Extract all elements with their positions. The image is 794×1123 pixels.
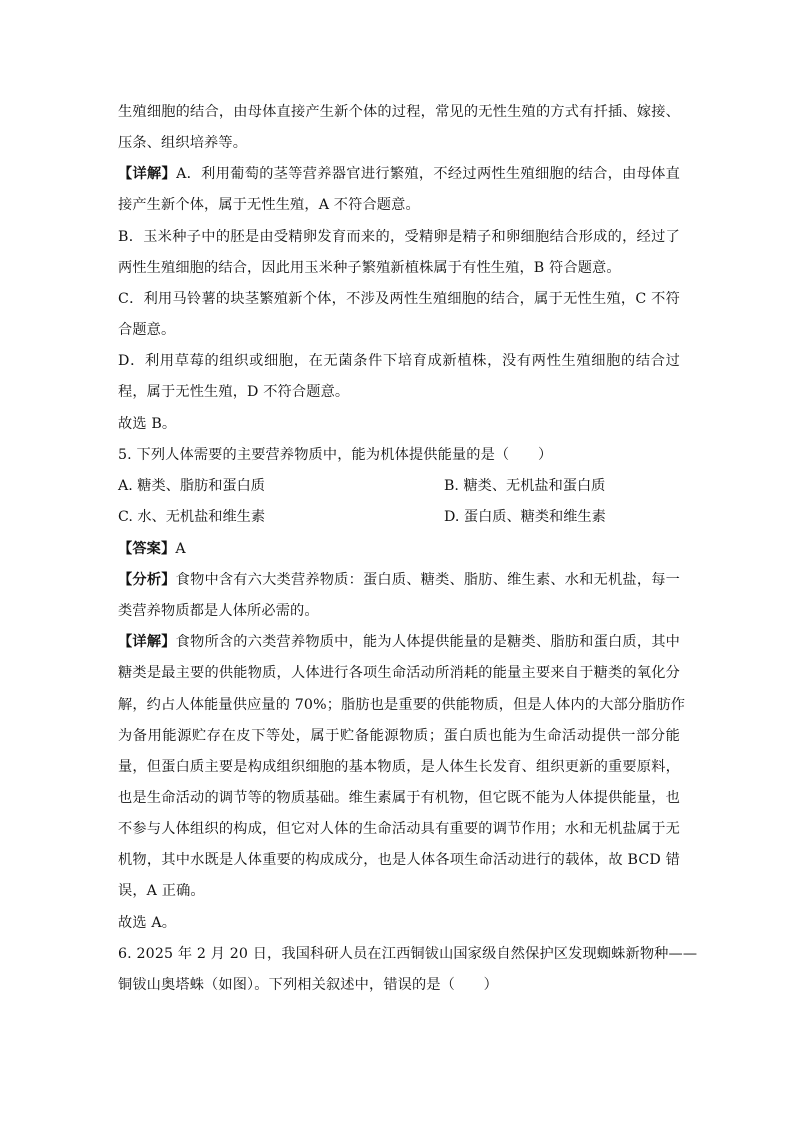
q4-detail-option-a-text: A．利用葡萄的茎等营养器官进行繁殖，不经过两性生殖细胞的结合，由母体直: [176, 166, 680, 182]
q5-analysis-line-1: [118, 570, 680, 590]
q5-option-d: D. 蛋白质、糖类和维生素: [444, 509, 606, 525]
q4-detail-line-6: 合题意。: [118, 322, 176, 338]
q5-answer-line: [118, 539, 186, 559]
q4-detail-line-1: [118, 164, 680, 184]
q5-detail-line-1: [118, 632, 680, 652]
intro-line-1: 生殖细胞的结合，由母体直接产生新个体的过程，常见的无性生殖的方式有扦插、嫁接、: [118, 104, 680, 120]
q4-detail-line-8: 程，属于无性生殖，D 不符合题意。: [118, 384, 350, 400]
q4-conclusion: 故选 B。: [118, 416, 177, 432]
q5-answer: A: [175, 541, 186, 557]
q6-question-line-2: 铜钹山奥塔蛛（如图）。下列相关叙述中，错误的是（ ）: [118, 977, 499, 993]
q6-question-line-1: 6. 2025 年 2 月 20 日，我国科研人员在江西铜钹山国家级自然保护区发现蜘蛛新物种——: [118, 946, 698, 962]
q5-option-c: C. 水、无机盐和维生素: [118, 509, 266, 525]
detail-tag: 【详解】: [118, 634, 176, 650]
q5-analysis-text-1: 食物中含有六大类营养物质：蛋白质、糖类、脂肪、维生素、水和无机盐，每一: [175, 572, 680, 588]
q5-detail-line-4: 为备用能源贮存在皮下等处，属于贮备能源物质；蛋白质也能为生命活动提供一部分能: [118, 728, 680, 744]
q5-analysis-line-2: 类营养物质都是人体所必需的。: [118, 603, 319, 619]
q5-detail-line-8: 机物，其中水既是人体重要的构成成分，也是人体各项生命活动进行的载体，故 BCD 错: [118, 852, 680, 868]
q4-detail-line-3: B．玉米种子中的胚是由受精卵发育而来的，受精卵是精子和卵细胞结合形成的，经过了: [118, 229, 680, 245]
q5-detail-text-1: 食物所含的六类营养物质中，能为人体提供能量的是糖类、脂肪和蛋白质，其中: [175, 634, 680, 650]
detail-tag: 【详解】: [118, 166, 177, 182]
q5-detail-line-6: 也是生命活动的调节等的物质基础。维生素属于有机物，但它既不能为人体提供能量，也: [118, 790, 680, 806]
q4-detail-line-5: C．利用马铃薯的块茎繁殖新个体，不涉及两性生殖细胞的结合，属于无性生殖，C 不符: [118, 291, 680, 307]
q5-option-a: A. 糖类、脂肪和蛋白质: [118, 478, 265, 494]
q4-detail-line-7: D．利用草莓的组织或细胞，在无菌条件下培育成新植株，没有两性生殖细胞的结合过: [118, 353, 680, 369]
q4-detail-line-2: 接产生新个体，属于无性生殖，A 不符合题意。: [118, 197, 420, 213]
q5-conclusion: 故选 A。: [118, 915, 177, 931]
q4-detail-line-4: 两性生殖细胞的结合，因此用玉米种子繁殖新植株属于有性生殖，B 符合题意。: [118, 260, 621, 276]
answer-tag: 【答案】: [118, 541, 176, 557]
q5-question: 5. 下列人体需要的主要营养物质中，能为机体提供能量的是（ ）: [118, 447, 553, 463]
q5-option-b: B. 糖类、无机盐和蛋白质: [444, 478, 606, 494]
q5-detail-line-7: 不参与人体组织的构成，但它对人体的生命活动具有重要的调节作用；水和无机盐属于无: [118, 821, 680, 837]
analysis-tag: 【分析】: [118, 572, 176, 588]
q5-detail-line-3: 解，约占人体能量供应量的 70%；脂肪也是重要的供能物质，但是人体内的大部分脂肪作: [118, 697, 686, 713]
intro-line-2: 压条、组织培养等。: [118, 135, 248, 151]
q5-detail-line-5: 量，但蛋白质主要是构成组织细胞的基本物质，是人体生长发育、组织更新的重要原料，: [118, 759, 680, 775]
q5-detail-line-2: 糖类是最主要的供能物质，人体进行各项生命活动所消耗的能量主要来自于糖类的氧化分: [118, 665, 680, 681]
q5-detail-line-9: 误，A 正确。: [118, 883, 205, 899]
